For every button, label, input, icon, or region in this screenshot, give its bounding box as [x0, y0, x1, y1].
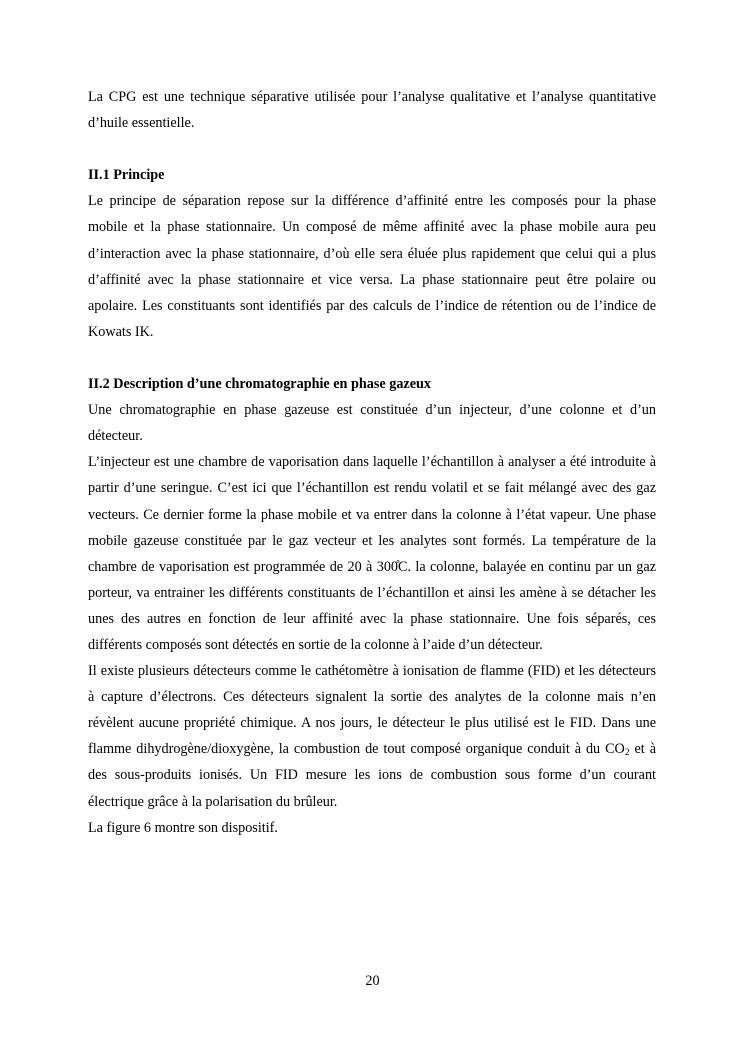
description-paragraph-1: Une chromatographie en phase gazeuse est constituée d’un injecteur, d’une colonne et d’un détecteur. [88, 402, 656, 445]
document-page [88, 84, 656, 841]
description-paragraph-3 [88, 658, 656, 815]
paragraph-text: Il existe plusieurs détecteurs comme le cathétomètre à ionisation de flamme (FID) et les détecteurs à capture d’électrons. Ces détecteurs signalent la sortie des analytes de la colonne mais n’en révèlent aucune propriété chimique. A nos jours, le détecteur le plus utilisé est le FID. Dans une flamme dihydrogène/dioxygène, la combustion de tout composé organique conduit à du CO [88, 663, 656, 758]
principe-paragraph: Le principe de séparation repose sur la différence d’affinité entre les composés pour la phase mobile et la phase stationnaire. Un composé de même affinité avec la phase mobile aura peu d’interaction avec la phase stationnaire, d’où elle sera éluée plus rapidement que celui qui a plus d’affinité avec la phase stationnaire et vice versa. La phase stationnaire peut être polaire ou apolaire. Les constituants sont identifiés par des calculs de l’indice de rétention ou de l’indice de Kowats IK. [88, 193, 656, 340]
section-heading-description: II.2 Description d’une chromatographie en phase gazeux [88, 376, 432, 393]
section-heading-principe: II.1 Principe [88, 167, 165, 184]
description-paragraph-4: La figure 6 montre son dispositif. [88, 819, 278, 836]
intro-paragraph: La CPG est une technique séparative utilisée pour l’analyse qualitative et l’analyse quantitative d’huile essentielle. [88, 89, 656, 132]
description-paragraph-2: L’injecteur est une chambre de vaporisation dans laquelle l’échantillon à analyser a été introduite à partir d’une seringue. C’est ici que l’échantillon est rendu volatil et se fait mélangé avec des gaz vecteurs. Ce dernier forme la phase mobile et va entrer dans la colonne à l’état vapeur. Une phase mobile gazeuse constituée par le gaz vecteur et les analytes sont formés. La température de la chambre de vaporisation est programmée de 20 à 300̊C. la colonne, balayée en continu par un gaz porteur, va entrainer les différents constituants de l’échantillon et ainsi les amène à se détacher les unes des autres en fonction de leur affinité avec la phase stationnaire. Une fois séparés, ces différents composés sont détectés en sortie de la colonne à l’aide d’un détecteur. [88, 454, 656, 653]
spacer [88, 345, 656, 371]
co2-subscript: 2 [624, 748, 630, 759]
page-number: 20 [365, 973, 380, 989]
spacer [88, 136, 656, 162]
paragraph-text: et à des sous-produits ionisés. Un FID mesure les ions de combustion sous forme d’un courant électrique grâce à la polarisation du brûleur. [88, 741, 656, 810]
